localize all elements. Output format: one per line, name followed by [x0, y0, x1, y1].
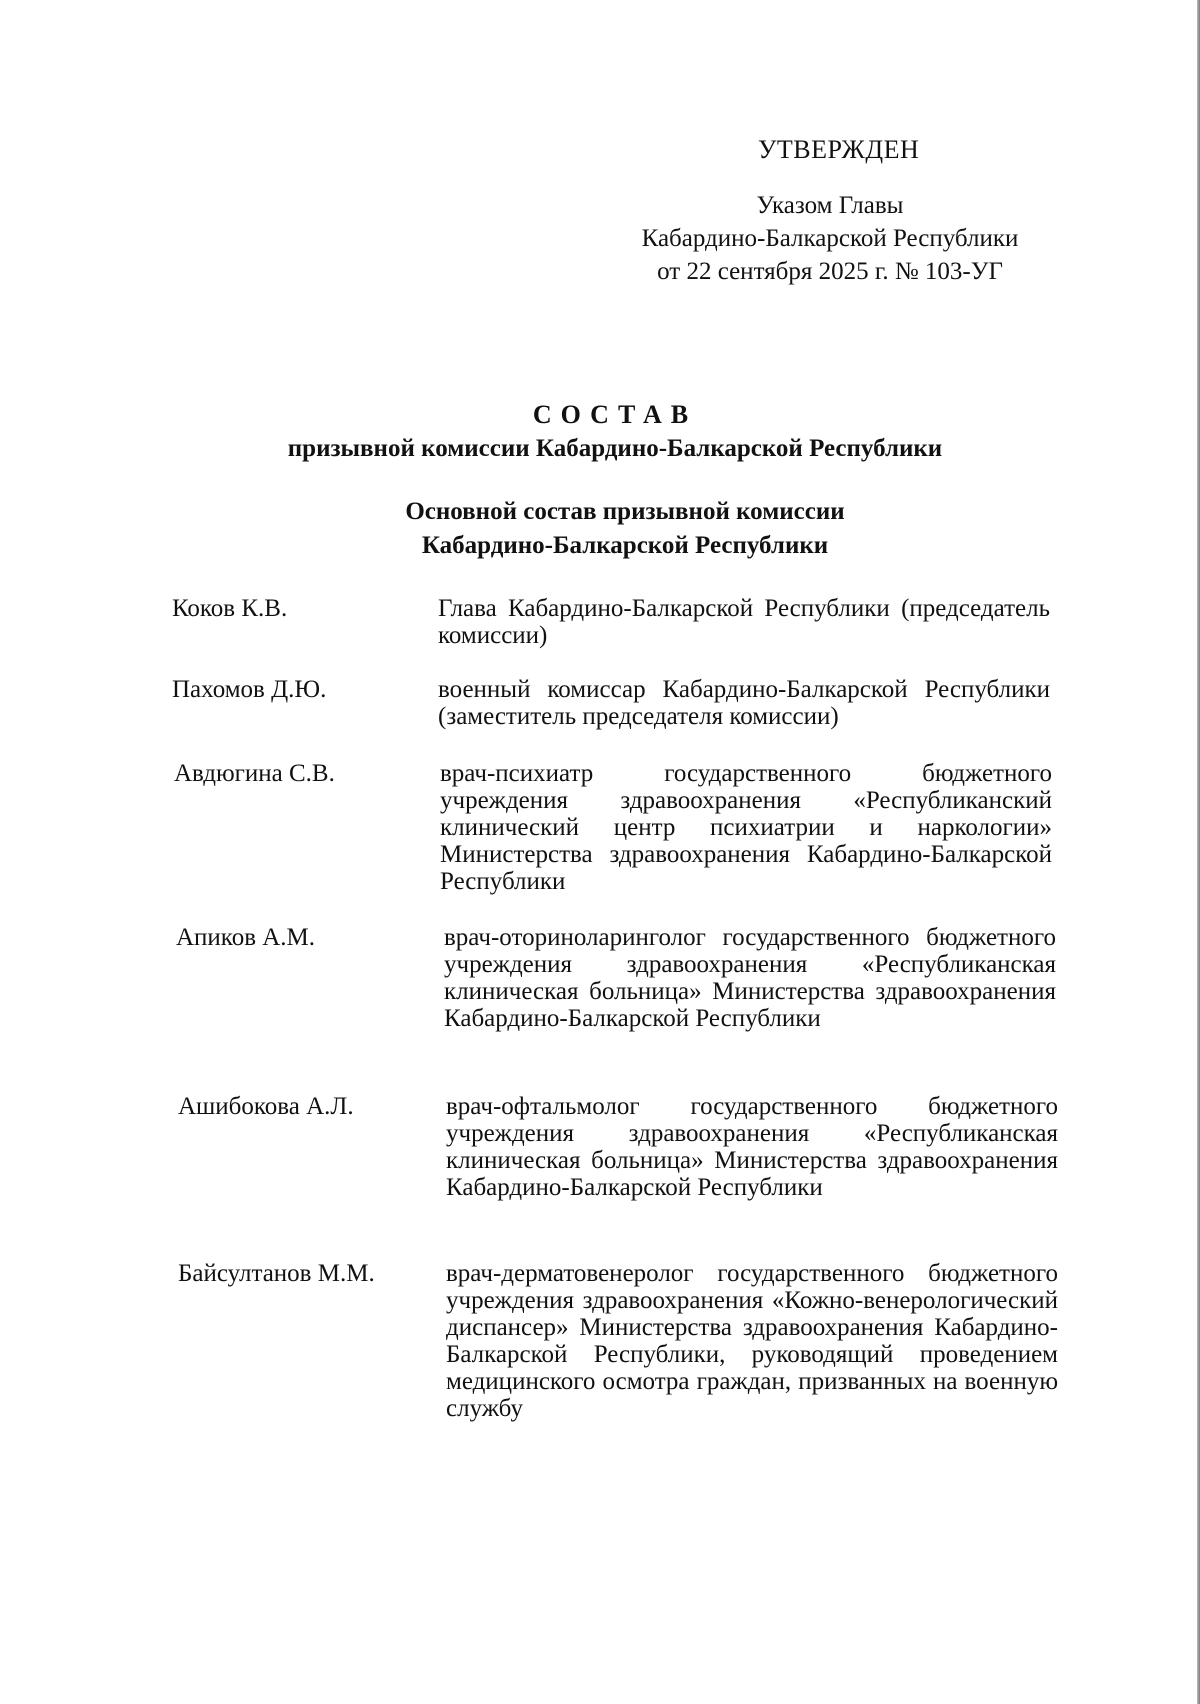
member-name: Коков К.В.: [172, 595, 288, 622]
section-heading-line2: Кабардино-Балкарской Республики: [421, 532, 829, 559]
member-role: военный комиссар Кабардино-Балкарской Республики (заместитель председателя комиссии): [438, 676, 1050, 730]
approval-region: Кабардино-Балкарской Республики: [641, 225, 1019, 252]
member-name: Авдюгина С.В.: [174, 760, 335, 787]
approval-stamp: УТВЕРЖДЕН: [758, 135, 920, 164]
approval-decree: Указом Главы: [756, 192, 904, 219]
document-title: [0, 398, 1200, 466]
member-name: Байсултанов М.М.: [178, 1260, 375, 1287]
section-heading: [0, 495, 1200, 563]
title-main: СОСТАВ: [532, 400, 698, 429]
member-name: Пахомов Д.Ю.: [172, 676, 327, 703]
member-role: врач-психиатр государственного бюджетного учреждения здравоохранения «Республиканский клинический центр психиатрии и наркологии» Министерства здравоохранения Кабардино-Балкарской Республики: [440, 760, 1052, 895]
section-heading-line1: Основной состав призывной комиссии: [405, 498, 845, 525]
member-name: Апиков А.М.: [176, 924, 316, 951]
approval-lines: [600, 189, 1070, 288]
approval-date-number: от 22 сентября 2025 г. № 103-УГ: [657, 258, 1003, 285]
member-role: врач-дерматовенеролог государственного бюджетного учреждения здравоохранения «Кожно-венерологический диспансер» Министерства здравоохранения Кабардино-Балкарской Республики, руководящий проведением медицинского осмотра граждан, призванных на военную службу: [446, 1260, 1058, 1422]
member-role: врач-оториноларинголог государственного бюджетного учреждения здравоохранения «Республиканская клиническая больница» Министерства здравоохранения Кабардино-Балкарской Республики: [444, 924, 1056, 1032]
title-subtitle: призывной комиссии Кабардино-Балкарской Республики: [287, 435, 943, 462]
member-role: Глава Кабардино-Балкарской Республики (председатель комиссии): [438, 595, 1050, 649]
member-name: Ашибокова А.Л.: [178, 1093, 354, 1120]
member-role: врач-офтальмолог государственного бюджетного учреждения здравоохранения «Республиканская клиническая больница» Министерства здравоохранения Кабардино-Балкарской Республики: [446, 1093, 1058, 1201]
